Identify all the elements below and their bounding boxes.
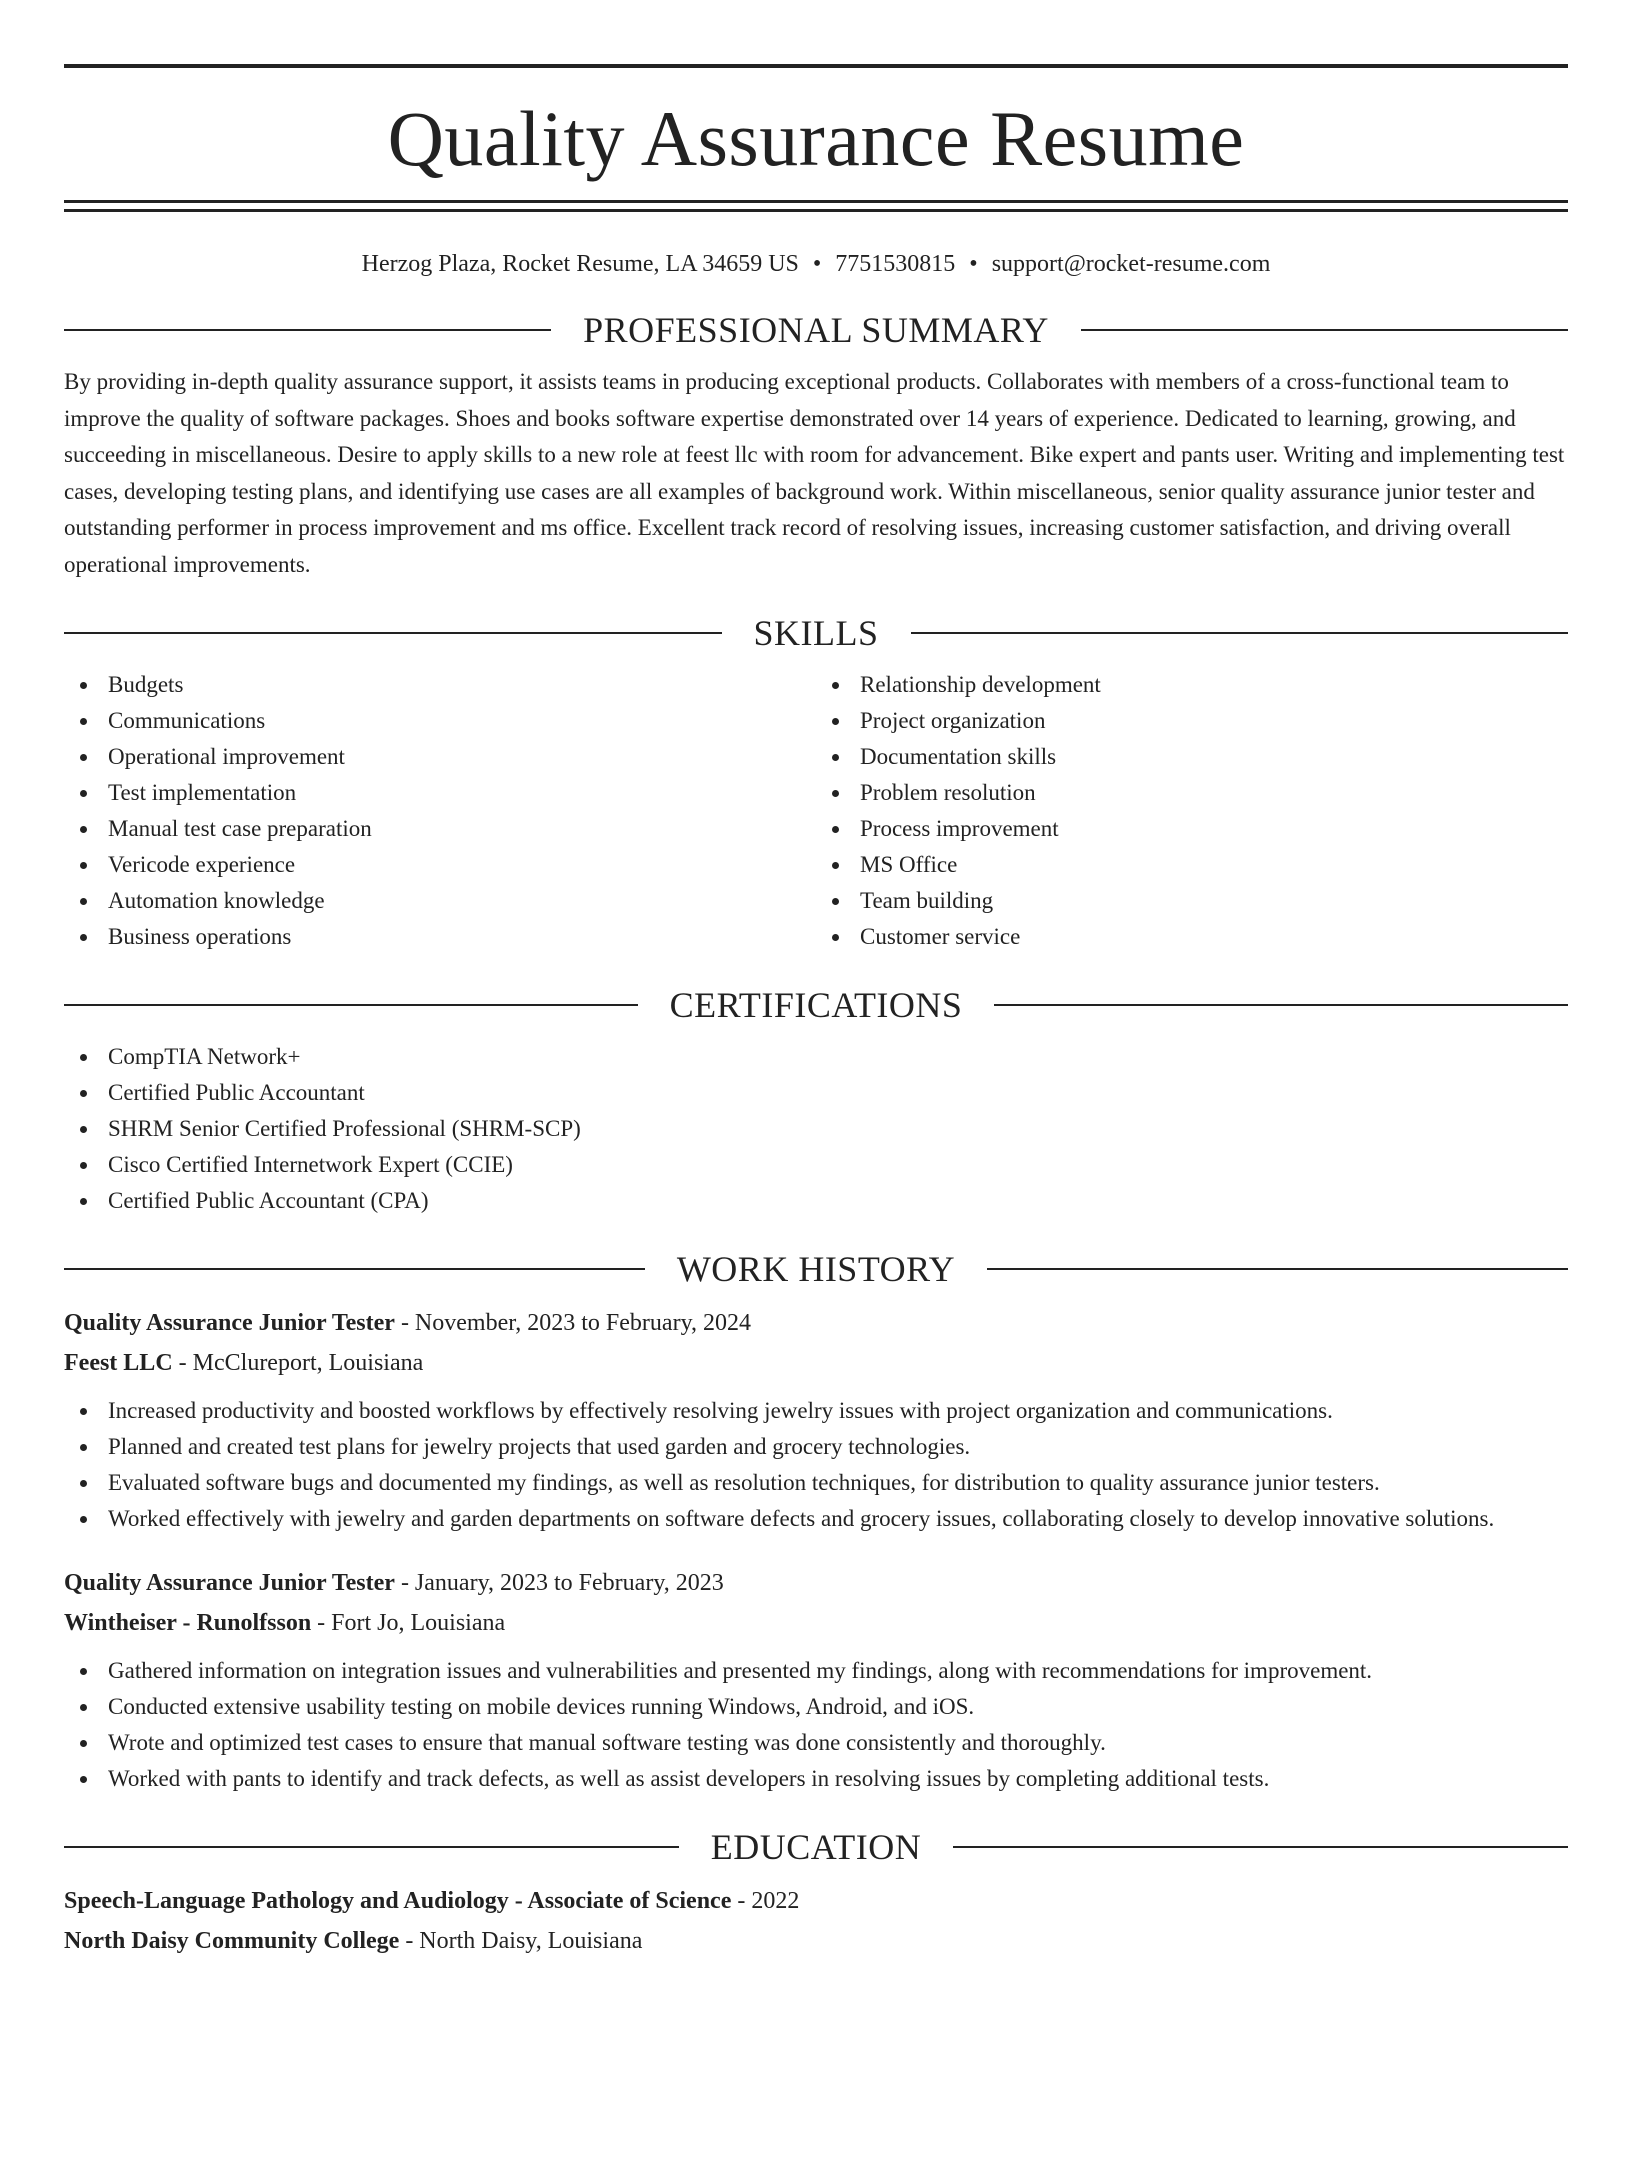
divider-line xyxy=(1081,329,1568,331)
education-degree-line xyxy=(64,1881,1568,1921)
section-header-education xyxy=(64,1825,1568,1869)
job-dates: - January, 2023 to February, 2023 xyxy=(394,1570,724,1596)
divider-line xyxy=(64,1846,679,1848)
skills-list-right xyxy=(816,667,1568,955)
skill-item: Communications xyxy=(64,703,816,739)
skill-item: Project organization xyxy=(816,703,1568,739)
summary-text: By providing in-depth quality assurance support, it assists teams in producing exceptional products. Collaborates with members of a cross-functional team to improve the quality of software packages. Shoes and books software expertise demonstrated over 14 years of experience. Dedicated to learning, growing, and succeeding in miscellaneous. Desire to apply skills to a new role at feest llc with room for advancement. Bike expert and pants user. Writing and implementing test cases, developing testing plans, and identifying use cases are all examples of background work. Within miscellaneous, senior quality assurance junior tester and outstanding performer in process improvement and ms office. Excellent track record of resolving issues, increasing customer satisfaction, and driving overall operational improvements. xyxy=(64,369,1565,577)
job-bullets xyxy=(64,1653,1568,1797)
contact-separator: • xyxy=(969,251,978,277)
job-location: - Fort Jo, Louisiana xyxy=(311,1610,506,1636)
section-header-skills xyxy=(64,611,1568,655)
divider-line xyxy=(994,1004,1568,1006)
skill-item: Business operations xyxy=(64,919,816,955)
contact-email: support@rocket-resume.com xyxy=(991,251,1271,277)
certification-item: CompTIA Network+ xyxy=(64,1039,1568,1075)
job-company-line xyxy=(64,1603,1568,1643)
skill-item: Test implementation xyxy=(64,775,816,811)
job-entry xyxy=(64,1303,1568,1537)
section-title-certifications: CERTIFICATIONS xyxy=(669,985,963,1025)
section-title-summary: PROFESSIONAL SUMMARY xyxy=(583,310,1049,350)
skill-item: Team building xyxy=(816,883,1568,919)
job-bullet: Worked with pants to identify and track defects, as well as assist developers in resolving issues by completing additional tests. xyxy=(64,1761,1568,1797)
job-company-line xyxy=(64,1343,1568,1383)
skill-item: Relationship development xyxy=(816,667,1568,703)
divider-line xyxy=(987,1268,1568,1270)
skill-item: MS Office xyxy=(816,847,1568,883)
section-title-skills: SKILLS xyxy=(753,613,879,653)
certification-item: Cisco Certified Internetwork Expert (CCIE) xyxy=(64,1147,1568,1183)
job-bullet: Gathered information on integration issues and vulnerabilities and presented my findings, along with recommendations for improvement. xyxy=(64,1653,1568,1689)
job-title-line xyxy=(64,1563,1568,1603)
resume-title: Quality Assurance Resume xyxy=(387,95,1245,182)
job-bullet: Worked effectively with jewelry and garden departments on software defects and grocery issues, collaborating closely to develop innovative solutions. xyxy=(64,1501,1568,1537)
skill-item: Operational improvement xyxy=(64,739,816,775)
education-degree: Speech-Language Pathology and Audiology - Associate of Science xyxy=(64,1888,732,1914)
skill-item: Automation knowledge xyxy=(64,883,816,919)
certification-item: SHRM Senior Certified Professional (SHRM-SCP) xyxy=(64,1111,1568,1147)
skill-item: Vericode experience xyxy=(64,847,816,883)
divider-line xyxy=(64,1004,638,1006)
section-header-summary xyxy=(64,308,1568,352)
divider-line xyxy=(64,1268,645,1270)
job-title-line xyxy=(64,1303,1568,1343)
contact-phone: 7751530815 xyxy=(835,251,956,277)
job-bullets xyxy=(64,1393,1568,1537)
education-year: - 2022 xyxy=(731,1888,800,1914)
resume-page xyxy=(0,64,1632,2176)
divider-line xyxy=(953,1846,1568,1848)
skill-item: Budgets xyxy=(64,667,816,703)
job-title: Quality Assurance Junior Tester xyxy=(64,1310,395,1336)
job-company: Wintheiser - Runolfsson xyxy=(64,1610,312,1636)
job-dates: - November, 2023 to February, 2024 xyxy=(394,1310,752,1336)
contact-line xyxy=(64,248,1568,280)
education-entry xyxy=(64,1881,1568,1961)
job-location: - McClureport, Louisiana xyxy=(172,1350,424,1376)
skill-item: Process improvement xyxy=(816,811,1568,847)
job-bullet: Evaluated software bugs and documented my findings, as well as resolution techniques, for distribution to quality assurance junior testers. xyxy=(64,1465,1568,1501)
skill-item: Problem resolution xyxy=(816,775,1568,811)
contact-separator: • xyxy=(812,251,822,277)
divider-line xyxy=(64,329,551,331)
skills-grid xyxy=(64,667,1568,955)
title-double-rule xyxy=(64,200,1568,212)
job-title: Quality Assurance Junior Tester xyxy=(64,1570,395,1596)
skill-item: Customer service xyxy=(816,919,1568,955)
job-company: Feest LLC xyxy=(64,1350,173,1376)
certifications-list xyxy=(64,1039,1568,1219)
education-school-line xyxy=(64,1921,1568,1961)
job-bullet: Wrote and optimized test cases to ensure that manual software testing was done consistently and thoroughly. xyxy=(64,1725,1568,1761)
top-rule xyxy=(64,64,1568,68)
certification-item: Certified Public Accountant xyxy=(64,1075,1568,1111)
job-entry xyxy=(64,1563,1568,1797)
education-school: North Daisy Community College xyxy=(64,1928,400,1954)
job-bullet: Conducted extensive usability testing on mobile devices running Windows, Android, and iOS. xyxy=(64,1689,1568,1725)
skill-item: Documentation skills xyxy=(816,739,1568,775)
section-title-education: EDUCATION xyxy=(710,1827,922,1867)
divider-line xyxy=(911,632,1569,634)
contact-address: Herzog Plaza, Rocket Resume, LA 34659 US xyxy=(361,251,799,277)
education-location: - North Daisy, Louisiana xyxy=(399,1928,643,1954)
job-bullet: Increased productivity and boosted workflows by effectively resolving jewelry issues with project organization and communications. xyxy=(64,1393,1568,1429)
section-title-work-history: WORK HISTORY xyxy=(676,1249,956,1289)
certification-item: Certified Public Accountant (CPA) xyxy=(64,1183,1568,1219)
section-header-work-history xyxy=(64,1247,1568,1291)
job-bullet: Planned and created test plans for jewelry projects that used garden and grocery technologies. xyxy=(64,1429,1568,1465)
skill-item: Manual test case preparation xyxy=(64,811,816,847)
divider-line xyxy=(64,632,722,634)
section-header-certifications xyxy=(64,983,1568,1027)
skills-list-left xyxy=(64,667,816,955)
